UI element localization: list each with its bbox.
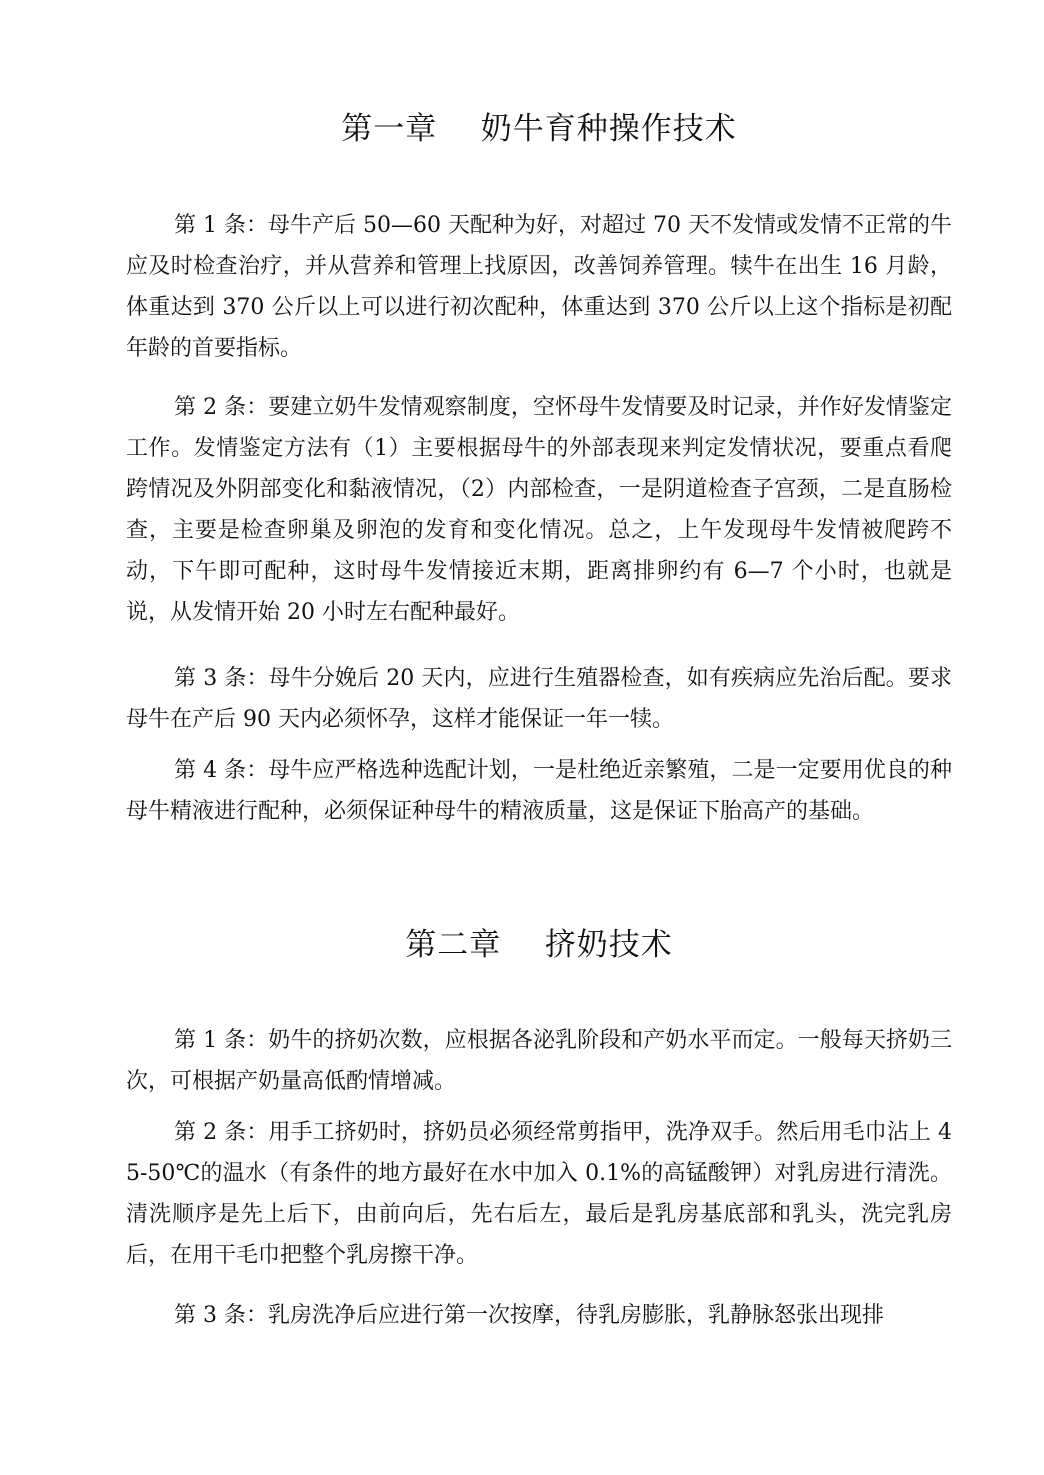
chapter-2-article-2: 第 2 条：用手工挤奶时，挤奶员必须经常剪指甲，洗净双手。然后用毛巾沾上 45-50℃的温水（有条件的地方最好在水中加入 0.1%的高锰酸钾）对乳房进行清洗。清洗顺序是先上后下，由前向后，先右后左，最后是乳房基底部和乳头，洗完乳房后，在用干毛巾把整个乳房擦干净。 (126, 1120, 952, 1268)
chapter-1-article-1: 第 1 条：母牛产后 50—60 天配种为好，对超过 70 天不发情或发情不正常的牛应及时检查治疗，并从营养和管理上找原因，改善饲养管理。犊牛在出生 16 月龄，体重达到 370 公斤以上可以进行初次配种，体重达到 370 公斤以上这个指标是初配年龄的首要指标。 (126, 213, 952, 361)
chapter-1-article-3: 第 3 条：母牛分娩后 20 天内，应进行生殖器检查，如有疾病应先治后配。要求母牛在产后 90 天内必须怀孕，这样才能保证一年一犊。 (126, 666, 952, 732)
chapter-1-article-4: 第 4 条：母牛应严格选种选配计划，一是杜绝近亲繁殖，二是一定要用优良的种母牛精液进行配种，必须保证种母牛的精液质量，这是保证下胎高产的基础。 (126, 758, 952, 824)
chapter-1-title: 第一章 奶牛育种操作技术 (341, 111, 737, 147)
chapter-2-article-3: 第 3 条：乳房洗净后应进行第一次按摩，待乳房膨胀，乳静脉怒张出现排 (174, 1303, 884, 1328)
chapter-1-article-2: 第 2 条：要建立奶牛发情观察制度，空怀母牛发情要及时记录，并作好发情鉴定工作。发情鉴定方法有（1）主要根据母牛的外部表现来判定发情状况，要重点看爬跨情况及外阴部变化和黏液情况，（2）内部检查，一是阴道检查子宫颈，二是直肠检查，主要是检查卵巢及卵泡的发育和变化情况。总之，上午发现母牛发情被爬跨不动，下午即可配种，这时母牛发情接近末期，距离排卵约有 6—7 个小时，也就是说，从发情开始 20 小时左右配种最好。 (126, 395, 952, 625)
chapter-2-title: 第二章 挤奶技术 (405, 927, 673, 963)
chapter-2-article-1: 第 1 条：奶牛的挤奶次数，应根据各泌乳阶段和产奶水平而定。一般每天挤奶三次，可根据产奶量高低酌情增减。 (126, 1028, 952, 1094)
